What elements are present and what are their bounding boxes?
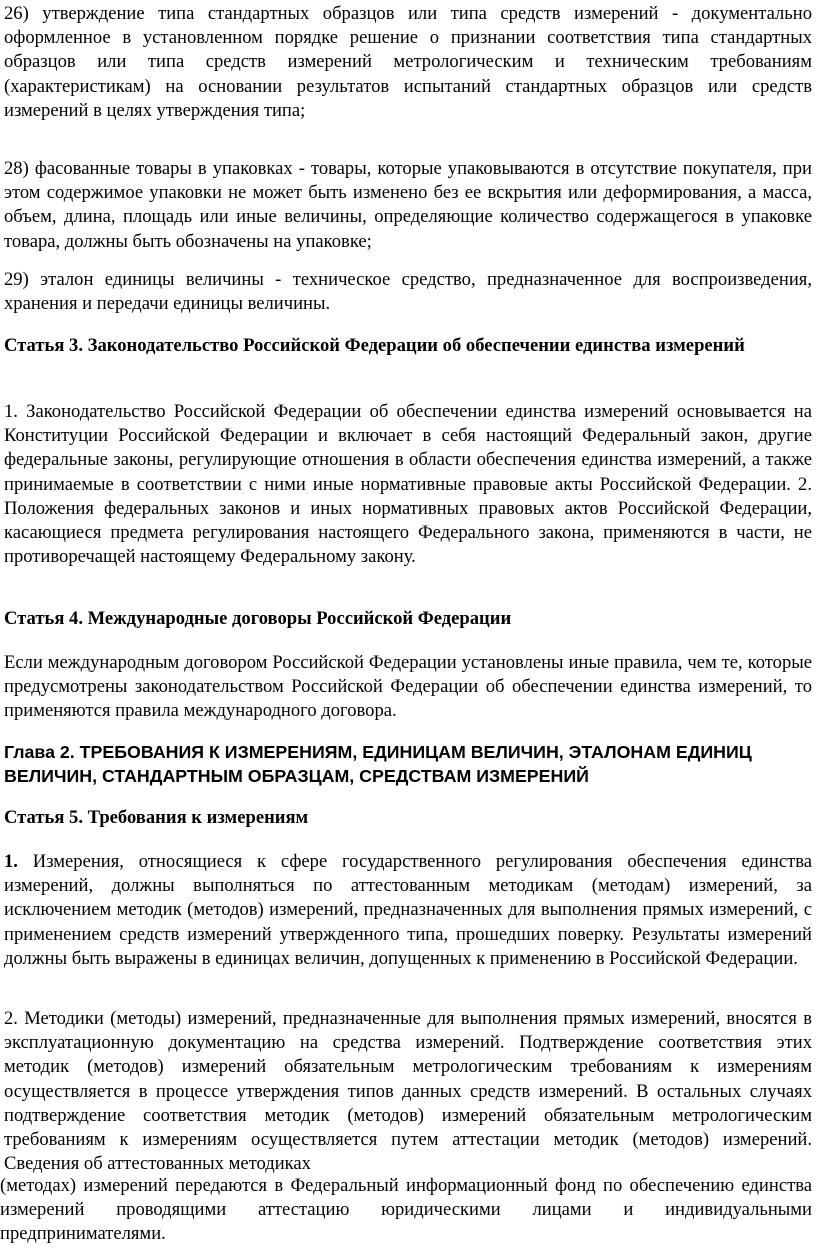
article-5-p1-number: 1.	[4, 851, 18, 872]
article-5-p1-text: Измерения, относящиеся к сфере государственного регулирования обеспечения единства измерений, должны выполняться по аттестованным методикам (методам) измерений, за исключением методик (методов) измерений, предназначенных для выполнения прямых измерений, с применением средств измерений утвержденного типа, прошедших поверку. Результаты измерений должны быть выражены в единицах величин, допущенных к применению в Российской Федерации.	[4, 851, 812, 969]
article-5-title: Статья 5. Требования к измерениям	[4, 807, 309, 828]
article-3-text: 1. Законодательство Российской Федерации об обеспечении единства измерений основывается на Конституции Российской Федерации и включает в себя настоящий Федеральный закон, другие федеральные законы, регулирующие отношения в области обеспечения единства измерений, а также принимаемые в соответствии с ними иные нормативные правовые акты Российской Федерации. 2. Положения федеральных законов и иных нормативных правовых актов Российской Федерации, касающиеся предмета регулирования настоящего Федерального закона, применяются в части, не противоречащей настоящему Федеральному закону.	[4, 401, 812, 568]
definition-item-26: 26) утверждение типа стандартных образцов или типа средств измерений - документально оформленное в установленном порядке решение о признании соответствия типа стандартных образцов или типа средств измерений метрологическим и техническим требованиям (характеристикам) на основании результатов испытаний стандартных образцов или средств измерений в целях утверждения типа;	[4, 3, 812, 121]
article-5-paragraph-2: 2. Методики (методы) измерений, предназначенные для выполнения прямых измерений, вносятся в эксплуатационную документацию на средства измерений. Подтверждение соответствия этих методик (методов) измерений обязательным метрологическим требованиям к измерениям осуществляется в процессе утверждения типов данных средств измерений. В остальных случаях подтверждение соответствия методик (методов) измерений обязательным метрологическим требованиям к измерениям осуществляется путем аттестации методик (методов) измерений. Сведения об аттестованных методиках	[4, 1008, 812, 1175]
article-4-title: Статья 4. Международные договоры Российской Федерации	[4, 608, 512, 629]
article-5-paragraph-2-continued: (методах) измерений передаются в Федеральный информационный фонд по обеспечению единства измерений проводящими аттестацию юридическими лицами и индивидуальными предпринимателями.	[0, 1175, 812, 1245]
article-3-title: Статья 3. Законодательство Российской Федерации об обеспечении единства измерений	[4, 335, 745, 356]
article-4-text: Если международным договором Российской Федерации установлены иные правила, чем те, которые предусмотрены законодательством Российской Федерации об обеспечении единства измерений, то применяются правила международного договора.	[4, 652, 812, 722]
definition-item-29: 29) эталон единицы величины - техническое средство, предназначенное для воспроизведения, хранения и передачи единицы величины.	[4, 269, 812, 315]
article-5-paragraph-1	[4, 850, 812, 971]
definition-item-28: 28) фасованные товары в упаковках - товары, которые упаковываются в отсутствие покупателя, при этом содержимое упаковки не может быть изменено без ее вскрытия или деформирования, а масса, объем, длина, площадь или иные величины, определяющие количество содержащегося в упаковке товара, должны быть обозначены на упаковке;	[4, 158, 812, 252]
chapter-2-title: Глава 2. ТРЕБОВАНИЯ К ИЗМЕРЕНИЯМ, ЕДИНИЦАМ ВЕЛИЧИН, ЭТАЛОНАМ ЕДИНИЦ ВЕЛИЧИН, СТАНДАРТНЫМ ОБРАЗЦАМ, СРЕДСТВАМ ИЗМЕРЕНИЙ	[4, 742, 752, 786]
